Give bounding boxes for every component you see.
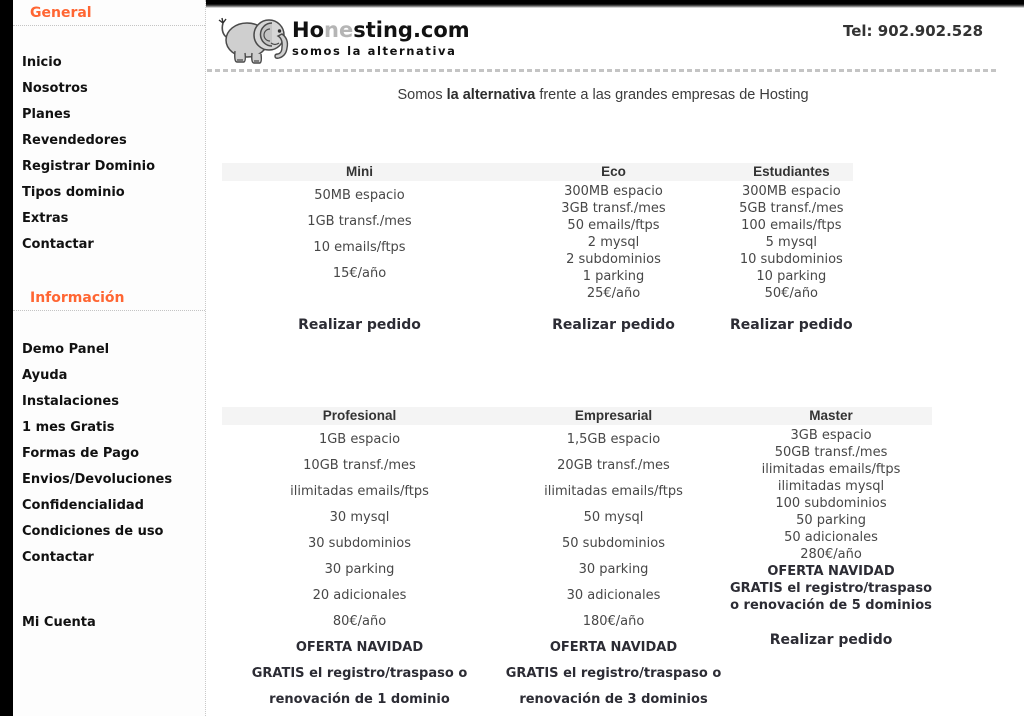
- sidebar-item[interactable]: Extras: [22, 211, 69, 226]
- order-link[interactable]: Realizar pedido: [552, 317, 675, 333]
- plan-spec-line: 3GB transf./mes: [561, 201, 666, 216]
- plan-spec-line: 2 mysql: [587, 235, 640, 250]
- plan-spec-line: 1GB espacio: [318, 432, 401, 447]
- plan-specs: [222, 181, 497, 316]
- sidebar-item[interactable]: Contactar: [22, 550, 94, 565]
- plan-spec-line: 50 emails/ftps: [567, 218, 660, 233]
- plan-offer-line: o renovación de 5 dominios: [730, 598, 932, 613]
- plan-spec-line: 180€/año: [582, 614, 645, 629]
- dashed-separator: [207, 69, 997, 72]
- sidebar-item-mi-cuenta[interactable]: Mi Cuenta: [22, 615, 96, 630]
- plan-offer-line: OFERTA NAVIDAD: [549, 640, 678, 655]
- plan-card: [497, 407, 730, 713]
- sidebar-item[interactable]: Tipos dominio: [22, 185, 125, 200]
- tagline: [207, 87, 999, 103]
- plan-card: [730, 407, 932, 713]
- plan-title: Estudiantes: [730, 163, 853, 181]
- plan-spec-line: 100 emails/ftps: [741, 218, 842, 233]
- logo-title: [292, 18, 470, 42]
- plan-card: [222, 163, 497, 334]
- sidebar: [13, 0, 206, 716]
- sidebar-item[interactable]: Ayuda: [22, 368, 68, 383]
- plan-spec-line: 50 subdominios: [562, 536, 665, 551]
- plan-spec-line: ilimitadas mysql: [777, 479, 885, 494]
- sidebar-section-title-general: General: [13, 5, 205, 26]
- plan-spec-line: ilimitadas emails/ftps: [761, 462, 901, 477]
- logo-title-black1: Ho: [292, 18, 325, 42]
- plan-spec-line: 30 subdominios: [308, 536, 411, 551]
- plan-spec-line: 100 subdominios: [775, 496, 887, 511]
- order-link[interactable]: Realizar pedido: [730, 317, 853, 333]
- plan-title: Mini: [222, 163, 497, 181]
- sidebar-item[interactable]: Demo Panel: [22, 342, 110, 357]
- plan-spec-line: 3GB espacio: [790, 428, 872, 443]
- plan-title: Empresarial: [497, 407, 730, 425]
- sidebar-item[interactable]: 1 mes Gratis: [22, 420, 115, 435]
- plan-spec-line: 10 parking: [756, 269, 827, 284]
- left-black-strip: [0, 0, 13, 716]
- plan-spec-line: 300MB espacio: [564, 184, 663, 199]
- sidebar-item[interactable]: Confidencialidad: [22, 498, 144, 513]
- plan-card: [730, 163, 853, 334]
- plan-spec-line: 10GB transf./mes: [303, 458, 416, 473]
- sidebar-item[interactable]: Formas de Pago: [22, 446, 140, 461]
- plan-spec-line: 20GB transf./mes: [557, 458, 670, 473]
- plan-spec-line: 30 mysql: [329, 510, 390, 525]
- plan-spec-line: 1GB transf./mes: [307, 214, 412, 229]
- logo-link[interactable]: [216, 8, 470, 64]
- plan-specs: [222, 425, 497, 635]
- plan-offer-line: OFERTA NAVIDAD: [767, 564, 895, 579]
- plans-row-2: [222, 407, 998, 713]
- plan-spec-line: 300MB espacio: [741, 184, 841, 199]
- elephant-logo-icon: [216, 10, 290, 64]
- plan-offer: [497, 635, 730, 713]
- plan-spec-line: 30 parking: [324, 562, 395, 577]
- plan-spec-line: 50€/año: [764, 286, 819, 301]
- plan-spec-line: 30 parking: [578, 562, 649, 577]
- plan-spec-line: 30 adicionales: [566, 588, 661, 603]
- plan-spec-line: 10 subdominios: [739, 252, 843, 267]
- plan-title: Eco: [497, 163, 730, 181]
- plan-spec-line: 280€/año: [800, 547, 862, 562]
- plan-card: [497, 163, 730, 334]
- plans-row-1: [222, 163, 998, 334]
- logo-title-black2: sting.com: [353, 18, 470, 42]
- plan-spec-line: 80€/año: [332, 614, 387, 629]
- plan-title: Profesional: [222, 407, 497, 425]
- plan-spec-line: 50GB transf./mes: [774, 445, 888, 460]
- sidebar-item[interactable]: Planes: [22, 107, 71, 122]
- logo-text: [292, 18, 470, 58]
- plan-spec-line: 5 mysql: [765, 235, 818, 250]
- plan-offer-line: OFERTA NAVIDAD: [295, 640, 424, 655]
- plan-offer-line: GRATIS el registro/traspaso o: [251, 666, 468, 681]
- sidebar-nav-general: [13, 50, 205, 258]
- order-link[interactable]: Realizar pedido: [298, 317, 421, 333]
- tagline-bold: la alternativa: [446, 87, 536, 103]
- logo-subtitle: somos la alternativa: [292, 44, 457, 58]
- sidebar-item[interactable]: Contactar: [22, 237, 94, 252]
- plan-spec-line: 50 parking: [796, 513, 866, 528]
- plan-spec-line: 50MB espacio: [314, 188, 405, 203]
- plan-offer: [730, 563, 932, 614]
- sidebar-item[interactable]: Registrar Dominio: [22, 159, 156, 174]
- plan-offer: [222, 635, 497, 713]
- phone-number: Tel: 902.902.528: [843, 22, 984, 40]
- order-link[interactable]: Realizar pedido: [769, 632, 893, 648]
- tagline-post: frente a las grandes empresas de Hosting: [535, 87, 809, 103]
- sidebar-item[interactable]: Envios/Devoluciones: [22, 472, 173, 487]
- tagline-pre: Somos: [397, 87, 447, 103]
- plan-title: Master: [730, 407, 932, 425]
- plan-spec-line: 1,5GB espacio: [566, 432, 661, 447]
- plan-spec-line: 10 emails/ftps: [313, 240, 406, 255]
- plan-specs: [730, 181, 853, 316]
- plan-spec-line: 50 mysql: [583, 510, 644, 525]
- plan-spec-line: ilimitadas emails/ftps: [544, 484, 683, 499]
- logo-title-gray: ne: [324, 18, 354, 42]
- plan-spec-line: ilimitadas emails/ftps: [290, 484, 429, 499]
- plan-spec-line: 1 parking: [582, 269, 645, 284]
- sidebar-item[interactable]: Instalaciones: [22, 394, 119, 409]
- plan-specs: [497, 425, 730, 635]
- plan-offer-line: GRATIS el registro/traspaso o: [505, 666, 722, 681]
- sidebar-section-title-informacion: Información: [13, 290, 205, 311]
- plan-specs: [497, 181, 730, 316]
- plan-spec-line: 15€/año: [332, 266, 387, 281]
- sidebar-nav-informacion: [13, 337, 205, 571]
- plan-spec-line: 25€/año: [586, 286, 641, 301]
- plan-offer-line: renovación de 1 dominio: [269, 692, 450, 707]
- plan-offer-line: renovación de 3 dominios: [519, 692, 708, 707]
- plan-card: [222, 407, 497, 713]
- plan-spec-line: 50 adicionales: [784, 530, 878, 545]
- sidebar-item[interactable]: Revendedores: [22, 133, 127, 148]
- sidebar-item[interactable]: Nosotros: [22, 81, 88, 96]
- sidebar-item[interactable]: Condiciones de uso: [22, 524, 164, 539]
- sidebar-item[interactable]: Inicio: [22, 55, 62, 70]
- plan-spec-line: 20 adicionales: [312, 588, 407, 603]
- plan-spec-line: 5GB transf./mes: [739, 201, 844, 216]
- plan-specs: [730, 425, 932, 563]
- plan-spec-line: 2 subdominios: [566, 252, 661, 267]
- plan-offer-line: GRATIS el registro/traspaso: [730, 581, 933, 596]
